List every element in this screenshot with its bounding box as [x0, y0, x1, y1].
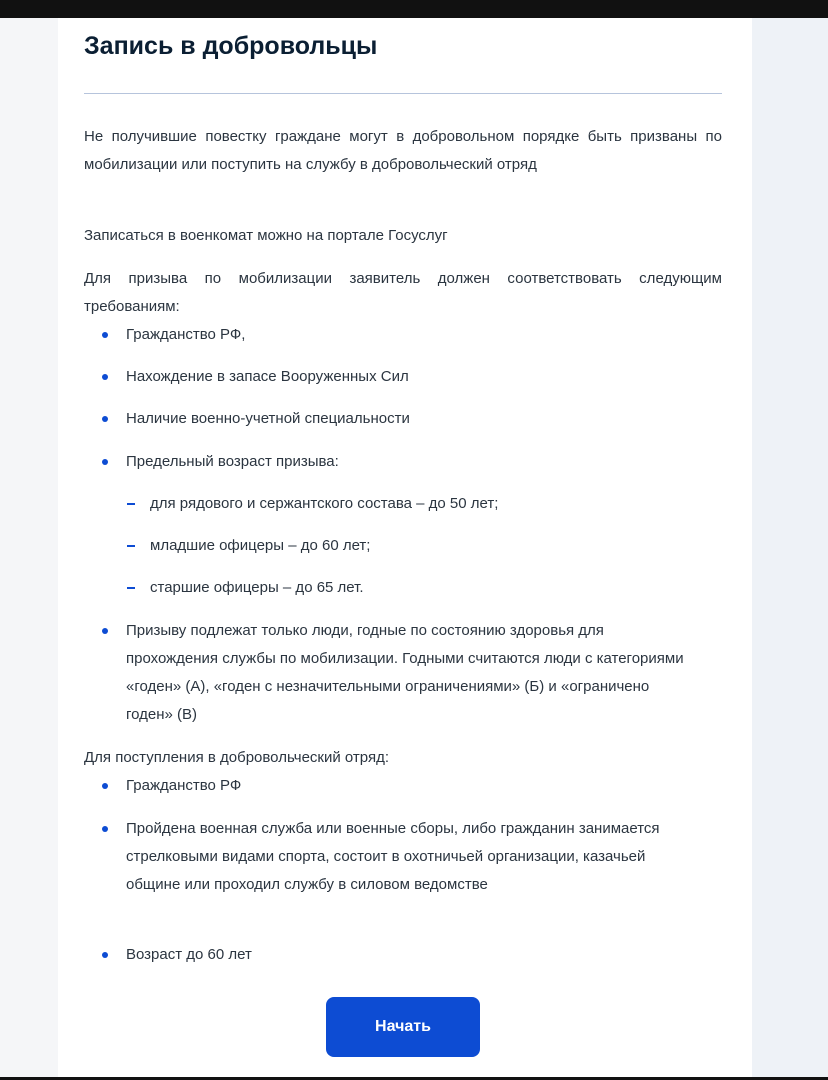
bullet-icon [102, 952, 108, 958]
bullet-icon [102, 826, 108, 832]
title-divider [84, 93, 722, 94]
sub-list-item-text: для рядового и сержантского состава – до 50 лет; [150, 495, 499, 512]
list-item-text: Гражданство РФ [126, 777, 242, 794]
bullet-icon [102, 783, 108, 789]
bullet-icon [102, 459, 108, 465]
list-item-text: Пройдена военная служба или военные сборы, либо гражданин занимается стрелковыми видами спорта, состоит в охотничьей организации, казачьей общине или проходил службу в силовом ведомстве [126, 820, 660, 893]
list-item-text: Гражданство РФ, [126, 326, 246, 343]
list-item [84, 617, 704, 729]
start-button[interactable]: Начать [326, 997, 480, 1057]
portal-note: Записаться в военкомат можно на портале Госуслуг [84, 227, 448, 244]
volunteer-heading: Для поступления в добровольческий отряд: [84, 749, 390, 766]
sub-list-item-text: старшие офицеры – до 65 лет. [150, 579, 364, 596]
list-item-text: Наличие военно-учетной специальности [126, 410, 410, 427]
right-background [752, 18, 828, 1077]
mobilization-heading: Для призыва по мобилизации заявитель должен соответствовать следующим требованиям: [84, 270, 722, 315]
dash-icon [127, 503, 135, 505]
dash-icon [127, 587, 135, 589]
bullet-icon [102, 628, 108, 634]
top-bar [0, 0, 828, 18]
page-title: Запись в добровольцы [84, 32, 378, 60]
bullet-icon [102, 332, 108, 338]
left-background [0, 18, 58, 1077]
intro-text: Не получившие повестку граждане могут в добровольном порядке быть призваны по мобилизации или поступить на службу в добровольческий отряд [84, 128, 722, 173]
list-item-text: Возраст до 60 лет [126, 946, 252, 963]
list-item-text: Предельный возраст призыва: [126, 453, 339, 470]
dash-icon [127, 545, 135, 547]
sub-list-item-text: младшие офицеры – до 60 лет; [150, 537, 371, 554]
bullet-icon [102, 416, 108, 422]
list-item [84, 815, 704, 927]
list-item-text: Призыву подлежат только люди, годные по состоянию здоровья для прохождения службы по мобилизации. Годными считаются люди с категориями «годен» (А), «годен с незначительными ограничениями» (Б) и «ограничено годен» (В) [126, 622, 684, 723]
list-item-text: Нахождение в запасе Вооруженных Сил [126, 368, 409, 385]
bullet-icon [102, 374, 108, 380]
